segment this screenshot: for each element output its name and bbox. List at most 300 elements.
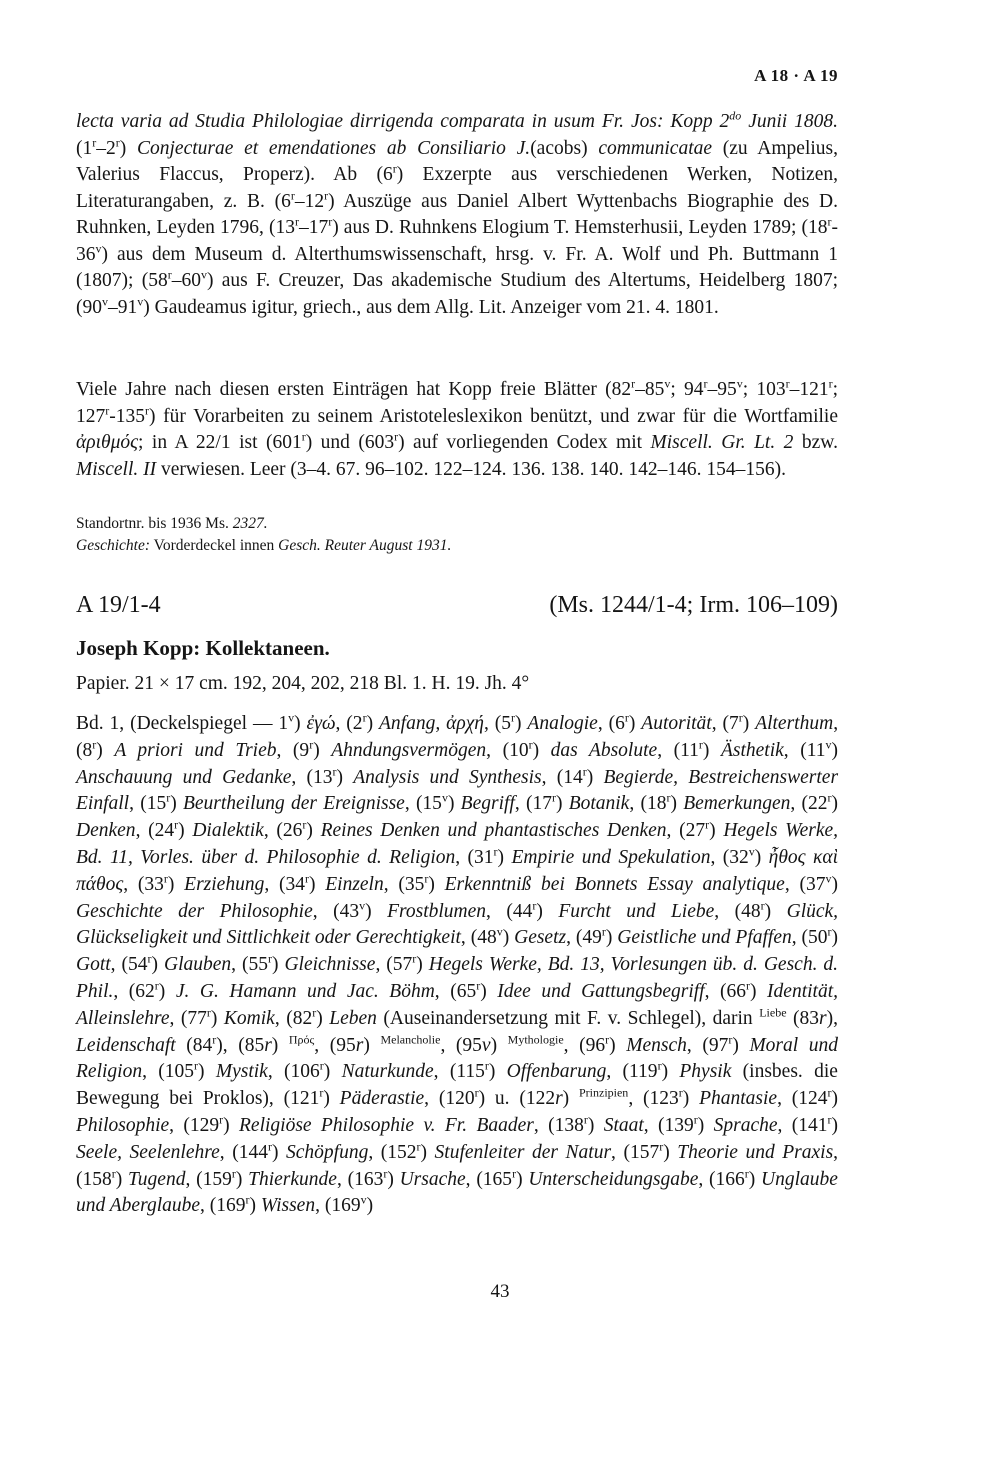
superscript: r	[324, 188, 329, 202]
text: , (169	[200, 1195, 246, 1217]
text: , (24	[135, 820, 175, 842]
text: –121	[789, 379, 829, 400]
page-number: 43	[490, 1281, 510, 1302]
entry-id: A 19/1-4	[76, 592, 161, 618]
keyword-italic: Geistliche und Pfaffen	[617, 927, 792, 949]
text: )	[748, 1168, 762, 1190]
keyword-italic: Dialektik	[192, 820, 264, 842]
keyword-italic: Analysis und Synthesis	[353, 766, 542, 788]
text: ,	[312, 900, 318, 922]
keyword-italic: v	[481, 1034, 491, 1056]
text: )	[420, 1141, 435, 1163]
text: )	[831, 793, 838, 815]
text: (139	[648, 1114, 694, 1136]
superscript: v	[288, 710, 295, 725]
superscript: r	[167, 267, 172, 282]
text: (119	[611, 1061, 658, 1083]
superscript: r	[474, 1085, 479, 1100]
text: (zu Ampelius, Valerius Flaccus, Properz). Ab (6	[76, 137, 839, 185]
text: , (138	[533, 1114, 584, 1136]
superscript: v	[200, 267, 207, 282]
text: ) auf vorliegenden Codex mit	[398, 432, 651, 453]
keyword-italic: Mensch	[626, 1034, 687, 1056]
text: –12	[294, 190, 325, 212]
superscript: r	[301, 429, 306, 444]
keyword-italic: Begriff	[460, 793, 515, 815]
text: ; 94	[670, 379, 704, 400]
text: ,	[611, 1141, 616, 1163]
text: )	[831, 1088, 838, 1110]
superscript: r	[511, 710, 515, 725]
superscript: v	[137, 294, 144, 308]
text: , (5	[483, 713, 511, 734]
text: ) Gaudeamus igitur, griech., aus dem Allg. Lit. Anzeiger vom 21. 4. 1801.	[143, 296, 719, 318]
text: ) Exzerpte aus verschiedenen Werken, Notizen, Literaturangaben, z. B. (6	[76, 164, 838, 212]
text: (Auseinandersetzung mit F. v. Schlegel), darin	[376, 1007, 760, 1029]
running-head: A 18 · A 19	[754, 66, 838, 85]
text: (57	[380, 954, 413, 976]
text: )	[831, 927, 839, 949]
text: (11	[662, 739, 699, 761]
history-note	[76, 535, 838, 556]
superscript: r	[319, 1085, 324, 1100]
keyword-italic: Theorie und Praxis	[677, 1141, 834, 1163]
text-italic: Conjecturae et emendationes ab Consiliario J.	[136, 137, 531, 159]
text: , (106	[267, 1061, 320, 1083]
text: )	[502, 927, 515, 949]
text: ,	[375, 954, 381, 976]
superscript: r	[312, 1005, 317, 1020]
text: )	[764, 900, 787, 922]
keyword-italic: Anschauung und Gedanke	[76, 766, 292, 788]
text: (insbes. die Bewegung bei Proklos), (121	[76, 1061, 838, 1110]
superscript: Πρός	[288, 1032, 315, 1047]
text: , (35	[383, 873, 425, 895]
text: ) für Vorarbeiten zu seinem Aristoteleslexikon benützt, und zwar für die Wortfamilie	[149, 405, 838, 427]
text: Viele Jahre nach diesen ersten Einträgen hat Kopp freie Blätter (82	[76, 379, 632, 400]
superscript: r	[666, 790, 671, 805]
text: )	[428, 873, 445, 895]
entry-description: Papier. 21 × 17 cm. 192, 204, 202, 218 Bl. 1. H. 19. Jh. 4°	[76, 673, 530, 694]
text: , (15	[404, 793, 442, 815]
keyword-italic: Religiöse Philosophie v. Fr. Baader	[239, 1114, 534, 1136]
keyword-italic: Furcht und Liebe	[558, 900, 715, 922]
text: , (22	[790, 793, 828, 815]
keyword-italic: r	[264, 1034, 272, 1056]
superscript: Mythologie	[507, 1032, 564, 1047]
superscript: v	[360, 1192, 367, 1207]
superscript: r	[605, 1032, 610, 1047]
text-italic: lecta varia ad Studia Philologiae dirrigenda comparata in usum Fr. Jos: Kopp 2	[76, 111, 730, 132]
text: )	[366, 713, 379, 734]
text: verwiesen. Leer (3–4. 67. 96–102. 122–124. 136. 138. 140. 142–146. 154–156).	[156, 458, 787, 480]
keyword-italic: Geschichte der Philosophie	[76, 900, 313, 922]
keyword-italic: Sprache	[713, 1114, 778, 1136]
text: -36	[76, 217, 838, 265]
text: , (49	[566, 927, 602, 949]
text: )	[732, 1034, 750, 1056]
text: )	[609, 1034, 627, 1056]
text: ) und (603	[305, 432, 395, 453]
superscript: r	[659, 1139, 664, 1154]
superscript: r	[392, 161, 397, 176]
meta-label: Geschichte:	[76, 537, 151, 554]
keyword-italic: Glauben	[163, 954, 232, 976]
text: (43	[317, 900, 360, 922]
keyword-italic: Thierkunde	[248, 1168, 337, 1190]
superscript: r	[827, 214, 832, 229]
text: )	[697, 1114, 714, 1136]
text: (66	[709, 980, 747, 1002]
superscript: r	[115, 135, 120, 149]
superscript: r	[416, 1139, 421, 1154]
keyword-italic: Beurtheilung der Ereignisse	[182, 793, 405, 815]
text: )	[447, 793, 461, 815]
entry-a19-contents	[76, 711, 838, 1220]
superscript: r	[493, 844, 498, 859]
superscript: Melancholie	[380, 1032, 441, 1047]
keyword-italic: das Absolute	[550, 739, 658, 761]
text: )	[210, 1007, 224, 1029]
text: , (34	[264, 873, 305, 895]
text: , (15	[129, 793, 167, 815]
text: , (31	[455, 846, 494, 868]
text: (1	[76, 137, 93, 159]
superscript: v	[748, 844, 755, 859]
text: , (95	[440, 1034, 482, 1056]
text: , (124	[777, 1088, 828, 1110]
superscript: r	[304, 871, 309, 886]
text: )	[158, 980, 176, 1002]
keyword-italic: Autorität	[641, 713, 712, 734]
superscript: r	[332, 764, 337, 779]
text: )	[605, 927, 618, 949]
text-italic: communicatae	[598, 137, 713, 159]
text: , (163	[336, 1168, 384, 1190]
text: , (159	[185, 1168, 232, 1190]
superscript: r	[362, 710, 367, 725]
text: )	[488, 1061, 507, 1083]
superscript: r	[693, 1112, 698, 1127]
superscript: r	[703, 376, 708, 391]
text: )	[313, 739, 332, 761]
keyword-italic: Frostblumen	[387, 900, 487, 922]
text: , (169	[315, 1195, 361, 1217]
superscript: r	[219, 1112, 224, 1127]
text: ,	[643, 1114, 649, 1136]
superscript: r	[383, 1166, 388, 1181]
text: )	[387, 1168, 400, 1190]
keyword-italic: Erkenntniß bei Bonnets Essay analytique	[444, 873, 785, 895]
superscript: r	[267, 1139, 272, 1154]
superscript: r	[111, 1166, 116, 1181]
text: , (54	[110, 954, 148, 976]
text: , (37	[784, 873, 826, 895]
text: , (10	[486, 739, 529, 761]
text: ),	[826, 1007, 839, 1029]
text: , (50	[791, 927, 828, 949]
superscript: r	[528, 737, 533, 752]
superscript: r	[294, 214, 299, 229]
text: , (120	[424, 1088, 475, 1110]
text: ,	[704, 980, 710, 1002]
text: )	[670, 793, 684, 815]
superscript: r	[583, 1112, 588, 1127]
text: ) aus D. Ruhnkens Elogium T. Hemsterhusii, Leyden 1789; (18	[332, 217, 828, 238]
keyword-italic: Schöpfung	[286, 1141, 369, 1163]
text: (acobs)	[530, 137, 599, 159]
text: , (77	[169, 1007, 207, 1029]
text: )	[587, 1114, 604, 1136]
text: )	[661, 1061, 680, 1083]
text: , (26	[263, 820, 303, 842]
superscript: v	[825, 871, 832, 886]
text: ; in A 22/1 ist (601	[138, 432, 302, 453]
keyword-italic: Ursache	[399, 1168, 466, 1190]
text: )	[628, 713, 642, 734]
text: ) u. (122	[478, 1088, 556, 1110]
text: (83	[786, 1007, 820, 1029]
entry-title: Joseph Kopp: Kollektaneen.	[76, 636, 330, 660]
superscript: r	[746, 978, 751, 993]
text: ) Auszüge aus Daniel Albert Wyttenbachs Biographie des D. Ruhnken, Leyden 1796, (13	[76, 190, 838, 238]
superscript: r	[412, 951, 417, 966]
keyword-italic: Einzeln	[325, 873, 384, 895]
superscript: r	[582, 764, 587, 779]
text: )	[366, 1195, 374, 1217]
text: )	[497, 846, 512, 868]
text: (17	[519, 793, 552, 815]
keyword-italic: r	[555, 1088, 563, 1110]
keyword-italic: Stufenleiter der Natur	[434, 1141, 612, 1163]
superscript: r	[245, 1192, 250, 1207]
text: ; 127	[76, 379, 839, 427]
superscript: r	[147, 951, 152, 966]
text: , (152	[368, 1141, 417, 1163]
keyword-italic: Unglaube und Aberglaube	[76, 1168, 838, 1217]
text: )	[249, 1195, 261, 1217]
keyword-italic: Phantasie	[699, 1088, 778, 1110]
text: )	[663, 1141, 678, 1163]
text: , (141	[777, 1114, 828, 1136]
superscript: r	[92, 737, 97, 752]
superscript: v	[359, 898, 366, 913]
superscript: r	[92, 135, 97, 149]
keyword-italic: Gleichnisse	[284, 954, 376, 976]
keyword-italic: Physik	[679, 1061, 732, 1083]
text: (157	[615, 1141, 660, 1163]
superscript: r	[163, 871, 168, 886]
text: )	[365, 900, 388, 922]
keyword-italic: Denken	[76, 820, 136, 842]
keyword-italic: Offenbarung	[506, 1061, 607, 1083]
superscript: r	[302, 817, 307, 832]
text: –95	[707, 379, 737, 400]
text: , (44	[486, 900, 533, 922]
superscript: r	[827, 1085, 832, 1100]
text: )	[119, 137, 137, 159]
text: )	[294, 713, 307, 734]
keyword-italic: Komik	[223, 1007, 275, 1029]
text: )	[515, 713, 528, 734]
text: , (13	[291, 766, 333, 788]
text: , (82	[274, 1007, 313, 1029]
text: )	[198, 1061, 216, 1083]
text: )	[271, 1141, 286, 1163]
keyword-italic: Seele, Seelenlehre	[76, 1141, 220, 1163]
text: )	[363, 1034, 381, 1056]
superscript: r	[601, 924, 606, 939]
superscript: r	[328, 214, 333, 229]
text: (123	[633, 1088, 679, 1110]
superscript: r	[678, 1085, 683, 1100]
text: )	[416, 954, 429, 976]
superscript: r	[827, 790, 832, 805]
superscript: v	[664, 376, 671, 391]
text: )	[178, 820, 193, 842]
text: ; 103	[742, 379, 786, 400]
superscript: r	[624, 710, 629, 725]
text: )	[831, 739, 839, 761]
keyword-italic: Tugend	[128, 1168, 186, 1190]
superscript: r	[319, 1058, 324, 1073]
text: )	[562, 1088, 579, 1110]
superscript: r	[206, 1005, 211, 1020]
text: ,	[606, 1061, 612, 1083]
keyword-italic: Naturkunde	[341, 1061, 434, 1083]
text: –2	[96, 137, 116, 159]
text: )	[480, 980, 498, 1002]
superscript: do	[729, 108, 742, 123]
keyword-italic: Hegels Werke, Bd. 11, Vorles. über d. Philosophie d. Religion	[76, 820, 839, 868]
keyword-italic: Alterthum	[755, 713, 834, 734]
superscript: r	[657, 1058, 662, 1073]
keyword-italic: Leben	[329, 1007, 377, 1029]
text: )	[167, 873, 185, 895]
meta-text: Vorderdeckel innen	[150, 537, 279, 554]
text: , (166	[698, 1168, 745, 1190]
text: , (2	[335, 713, 363, 734]
text: –85	[635, 379, 665, 400]
text: )	[308, 873, 326, 895]
text: )	[555, 793, 569, 815]
superscript: r	[827, 924, 832, 939]
text: , (32	[710, 846, 749, 868]
text: , (115	[433, 1061, 485, 1083]
superscript: r	[760, 898, 765, 913]
text: )	[586, 766, 604, 788]
superscript: r	[476, 978, 481, 993]
keyword-italic: Wissen	[260, 1195, 316, 1217]
keyword-italic: Staat	[603, 1114, 644, 1136]
text: )	[754, 846, 769, 868]
keyword-italic: A priori und Trieb	[114, 739, 277, 761]
text: , (8	[76, 713, 839, 761]
meta-value: 2327.	[232, 515, 268, 532]
superscript: r	[290, 188, 295, 202]
superscript: r	[267, 951, 272, 966]
text: , (144	[219, 1141, 268, 1163]
keyword-italic: Identität, Alleinslehre	[76, 980, 838, 1029]
text: , (95	[314, 1034, 356, 1056]
text: ) aus dem Museum d. Alterthumswissenschaft, hrsg. v. Fr. A. Wolf und Ph. Buttmann 1 (1807); (58	[76, 243, 838, 291]
text: (7	[716, 713, 739, 734]
keyword-italic: Idee und Gattungsbegriff	[497, 980, 705, 1002]
text: )	[516, 1168, 529, 1190]
superscript: r	[744, 1166, 749, 1181]
text: , (18	[629, 793, 667, 815]
superscript: r	[532, 898, 537, 913]
text: ) aus F. Creuzer, Das akademische Studium des Altertums, Heidelberg 1807; (90	[76, 270, 838, 318]
text: )	[831, 1114, 839, 1136]
entry-a19-heading	[76, 592, 838, 619]
keyword-italic: Begierde, Bestreichenswerter Einfall	[76, 766, 839, 815]
superscript: r	[738, 710, 743, 725]
text: )	[490, 1034, 508, 1056]
text-italic: Miscell. II	[76, 458, 157, 480]
text: ,	[711, 713, 717, 734]
text: bzw.	[793, 432, 838, 453]
keyword-italic: Erziehung	[184, 873, 265, 895]
entry-reference: (Ms. 1244/1-4; Irm. 106–109)	[549, 592, 838, 618]
text: , (48	[714, 900, 761, 922]
superscript: r	[166, 790, 171, 805]
text: ,	[628, 1088, 634, 1110]
superscript: v	[496, 924, 503, 939]
text: , (165	[465, 1168, 513, 1190]
keyword-italic: Ahndungsvermögen	[331, 739, 487, 761]
text-italic: Miscell. Gr. Lt. 2	[650, 432, 794, 453]
text: ,	[563, 1034, 569, 1056]
text: , (158	[76, 1141, 839, 1190]
superscript: r	[194, 1058, 199, 1073]
text: –17	[298, 217, 329, 238]
text: (48	[465, 927, 497, 949]
text: )	[682, 1088, 700, 1110]
text: )	[235, 1168, 249, 1190]
text: )	[532, 739, 551, 761]
superscript: Prinzipien	[578, 1085, 629, 1100]
greek-word: ἀριθμός	[76, 432, 139, 453]
superscript: r	[728, 1032, 733, 1047]
superscript: r	[827, 1112, 832, 1127]
text: , (105	[142, 1061, 195, 1083]
keyword-italic: Gott	[76, 954, 111, 976]
keyword-italic: Leidenschaft	[76, 1034, 176, 1056]
keyword-italic: ἦθος καὶ πάθος	[76, 846, 839, 895]
text: )	[750, 980, 768, 1002]
superscript: r	[705, 817, 710, 832]
superscript: r	[785, 376, 790, 391]
entry-a18-continuation	[76, 109, 838, 321]
text: , (9	[276, 739, 310, 761]
superscript: r	[309, 737, 314, 752]
keyword-italic: Reines Denken und phantastisches Denken	[320, 820, 667, 842]
text: , (14	[541, 766, 583, 788]
standort-note	[76, 513, 838, 534]
text: )	[96, 739, 115, 761]
text: , (65	[434, 980, 477, 1002]
text: (27	[671, 820, 706, 842]
superscript: Liebe	[759, 1005, 787, 1020]
text: )	[316, 1007, 330, 1029]
text: , (6	[597, 713, 625, 734]
superscript: v	[825, 737, 832, 752]
keyword-italic: Botanik	[568, 793, 630, 815]
text: -135	[109, 405, 145, 427]
keyword-italic: r	[355, 1034, 364, 1056]
meta-value: Gesch. Reuter August 1931.	[278, 537, 452, 554]
